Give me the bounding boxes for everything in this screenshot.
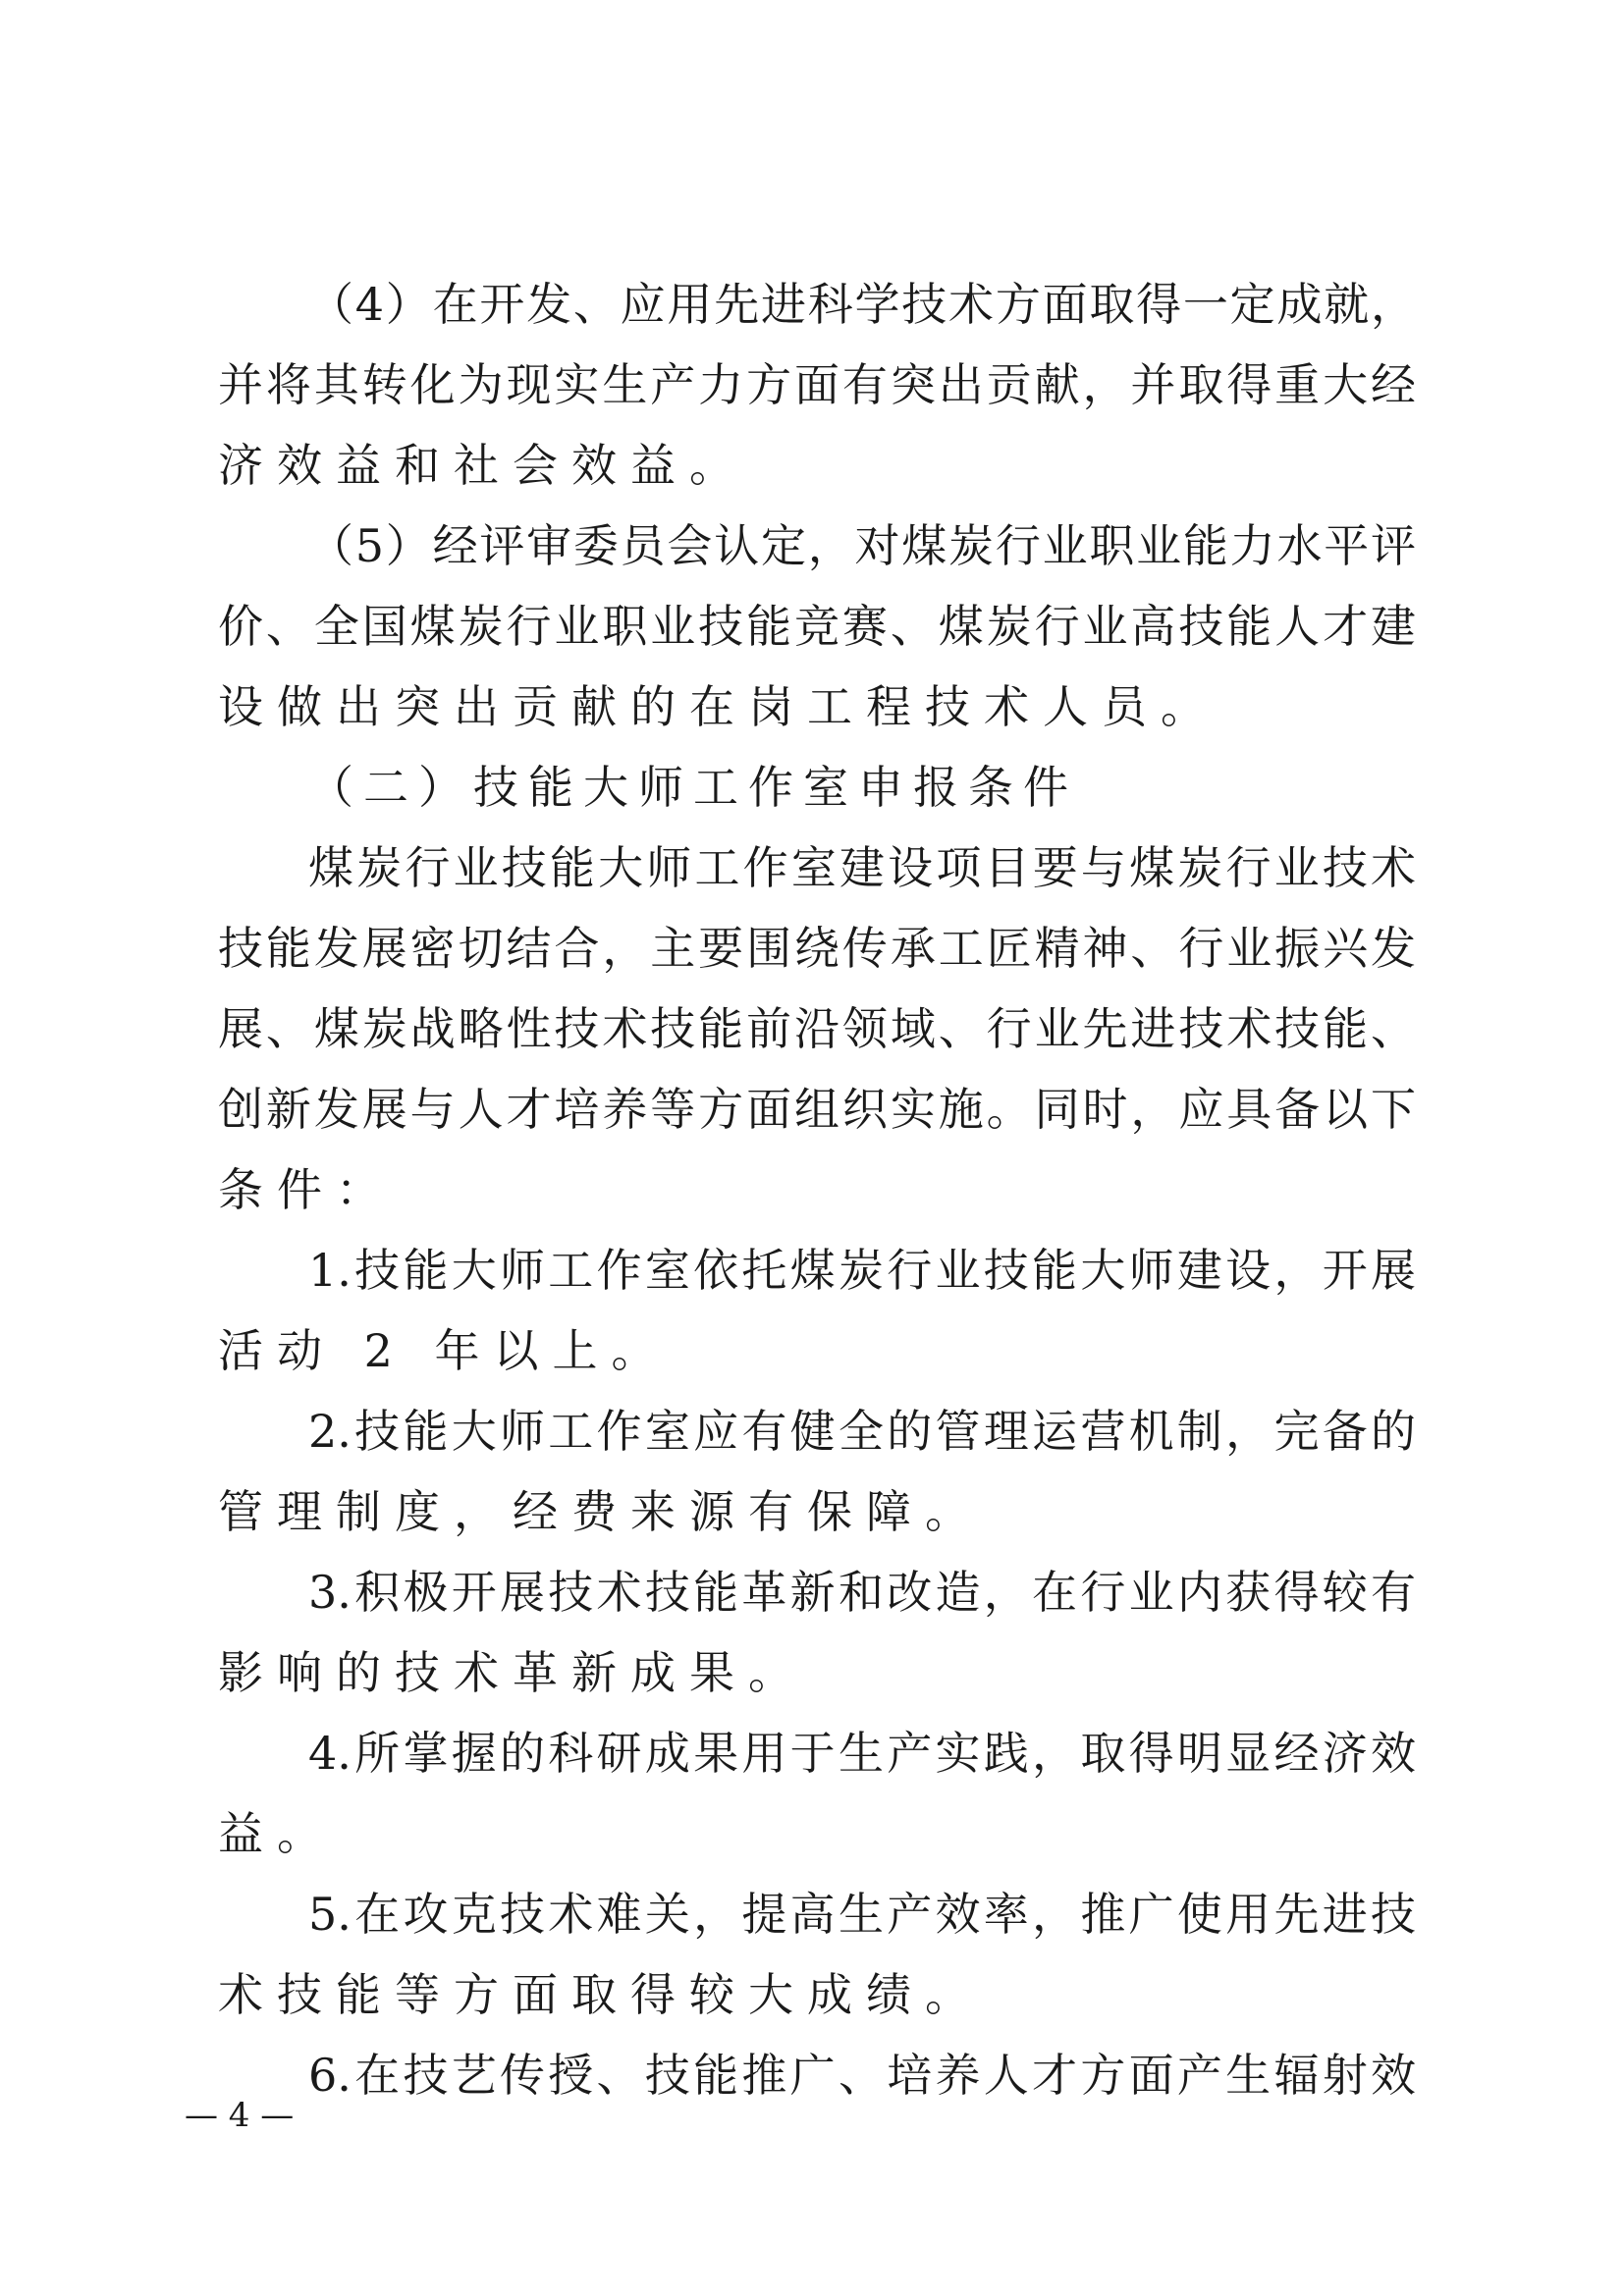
section-heading: （二）技能大师工作室申报条件 — [308, 761, 1078, 814]
paragraph-line: 济效益和社会效益。 — [218, 439, 748, 492]
paragraph-line: 2.技能大师工作室应有健全的管理运营机制，完备的 — [308, 1405, 1416, 1458]
paragraph-line: 价、全国煤炭行业职业技能竞赛、煤炭行业高技能人才建 — [218, 600, 1416, 653]
page-number: — 4 — — [185, 2096, 295, 2135]
paragraph-line: 设做出突出贡献的在岗工程技术人员。 — [218, 680, 1219, 733]
paragraph-line: 展、煤炭战略性技术技能前沿领域、行业先进技术技能、 — [218, 1002, 1416, 1055]
paragraph-line: 6.在技艺传授、技能推广、培养人才方面产生辐射效 — [308, 2049, 1416, 2102]
paragraph-line: （5）经评审委员会认定，对煤炭行业职业能力水平评 — [308, 519, 1416, 572]
paragraph-line: 1.技能大师工作室依托煤炭行业技能大师建设，开展 — [308, 1244, 1416, 1297]
paragraph-line: 煤炭行业技能大师工作室建设项目要与煤炭行业技术 — [308, 841, 1416, 894]
paragraph-line: 4.所掌握的科研成果用于生产实践，取得明显经济效 — [308, 1727, 1416, 1780]
paragraph-line: 技能发展密切结合，主要围绕传承工匠精神、行业振兴发 — [218, 922, 1416, 975]
paragraph-line: （4）在开发、应用先进科学技术方面取得一定成就， — [308, 278, 1416, 331]
paragraph-line: 术技能等方面取得较大成绩。 — [218, 1968, 984, 2021]
paragraph-line: 创新发展与人才培养等方面组织实施。同时，应具备以下 — [218, 1083, 1416, 1136]
paragraph-line: 并将其转化为现实生产力方面有突出贡献，并取得重大经 — [218, 358, 1416, 411]
paragraph-line: 条件： — [218, 1163, 395, 1216]
paragraph-line: 管理制度，经费来源有保障。 — [218, 1485, 984, 1538]
paragraph-line: 3.积极开展技术技能革新和改造，在行业内获得较有 — [308, 1566, 1416, 1619]
paragraph-line: 5.在攻克技术难关，提高生产效率，推广使用先进技 — [308, 1888, 1416, 1941]
paragraph-line: 益。 — [218, 1807, 336, 1860]
paragraph-line: 影响的技术革新成果。 — [218, 1646, 807, 1699]
paragraph-line: 活动 2 年以上。 — [218, 1324, 671, 1377]
